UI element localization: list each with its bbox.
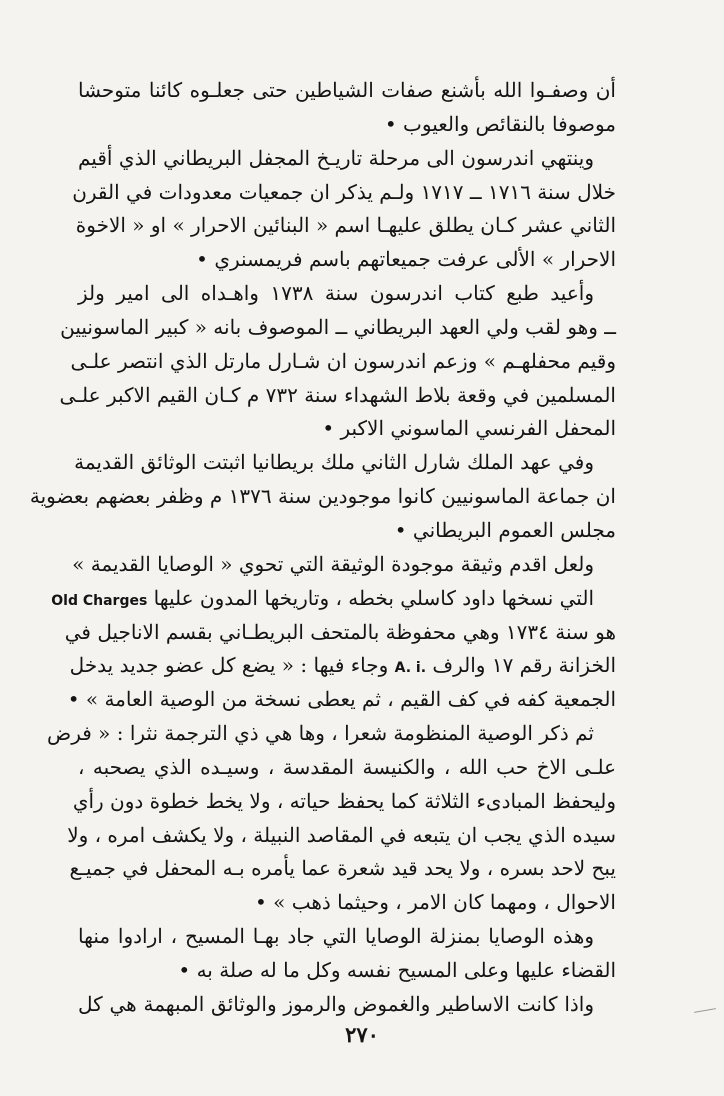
text-line: الثاني عشر كـان يطلق عليهـا اسم « البنائين الاحرار » او « الاخوة — [75, 213, 616, 238]
text-line: القضاء عليها وعلى المسيح نفسه وكل ما له صلة به • — [178, 957, 616, 982]
shelf-code: A. i. — [394, 660, 427, 677]
text-line: المسلمين في وقعة بلاط الشهداء سنة ٧٣٢ م كـان القيم الاكبر علـى — [59, 382, 616, 407]
text-line: موصوفا بالنقائص والعيوب • — [384, 111, 616, 136]
text-line: وقيم محفلهـم » وزعم اندرسون ان شـارل مارتل الذي انتصر علـى — [70, 348, 616, 373]
text-line: الجمعية كفه في كف القيم ، ثم يعطى نسخة من الوصية العامة » • — [67, 687, 616, 712]
text-line: الاحرار » الألى عرفت جميعاتهم باسم فريمسنري • — [196, 247, 616, 272]
line-text: الخزانة رقم ١٧ والرف — [432, 653, 616, 678]
text-line — [69, 649, 616, 683]
text-line — [51, 582, 616, 616]
body-text — [29, 74, 616, 1022]
text-line: ان جماعة الماسونيين كانوا موجودين سنة ١٣٧٦ م وظفر بعضهم بعضوية — [29, 484, 616, 509]
text-line: علـى الاخ حب الله ، والكنيسة المقدسة ، وسيـده الذي يصحبه ، — [78, 754, 616, 779]
text-line: أن وصفـوا الله بأشنع صفات الشياطين حتى جعلـوه كائنا متوحشا — [78, 78, 616, 102]
line-text: وجاء فيها : « يضع كل عضو جديد يدخل — [69, 653, 389, 678]
text-line: هو سنة ١٧٣٤ وهي محفوظة بالمتحف البريطـاني بقسم الاناجيل في — [64, 619, 616, 644]
text-line: ولعل اقدم وثيقة موجودة الوثيقة التي تحوي « الوصايا القديمة » — [72, 551, 594, 576]
text-line: وفي عهد الملك شارل الثاني ملك بريطانيا اثبتت الوثائق القديمة — [74, 450, 594, 475]
text-line: مجلس العموم البريطاني • — [394, 517, 616, 542]
text-line: ــ وهو لقب ولي العهد البريطاني ــ الموصوف بانه « كبير الماسونيين — [60, 314, 616, 339]
text-line: الاحوال ، ومهما كان الامر ، وحيثما ذهب » • — [254, 890, 616, 915]
text-line: وليحفظ المبادىء الثلاثة كما يحفظ حياته ، ولا يخط خطوة دون رأي — [72, 788, 616, 813]
old-charges-label: Old Charges — [51, 592, 148, 609]
text-line: سيده الذي يجب ان يتبعه في المقاصد النبيلة ، ولا يكشف امره ، ولا — [67, 822, 616, 847]
text-line: واذا كانت الاساطير والغموض والرموز والوثائق المبهمة هي كل — [78, 991, 594, 1016]
text-line: وأعيد طبع كتاب اندرسون سنة ١٧٣٨ واهـداه الى امير ولز — [78, 281, 594, 306]
text-line: المحفل الفرنسي الماسوني الاكبر • — [322, 416, 616, 441]
text-line: يبح لاحد بسره ، ولا يحد قيد شعرة عما يأمره بـه المحفل في جميـع — [69, 856, 616, 881]
line-text: التي نسخها داود كاسلي بخطه ، وتاريخها المدون عليها — [153, 585, 594, 610]
margin-mark — [694, 1008, 716, 1013]
page-number: ٢٧٠ — [345, 1022, 379, 1047]
text-line: ثم ذكر الوصية المنظومة شعرا ، وها هي ذي الترجمة نثرا : « فرض — [47, 721, 594, 746]
text-line: خلال سنة ١٧١٦ ــ ١٧١٧ ولـم يذكر ان جمعيات معدودات في القرن — [72, 179, 616, 204]
text-line: وينتهي اندرسون الى مرحلة تاريـخ المجفل البريطاني الذي أقيم — [78, 145, 594, 170]
text-line: وهذه الوصايا بمنزلة الوصايا التي جاد بهـا المسيح ، ارادوا منها — [78, 924, 594, 949]
